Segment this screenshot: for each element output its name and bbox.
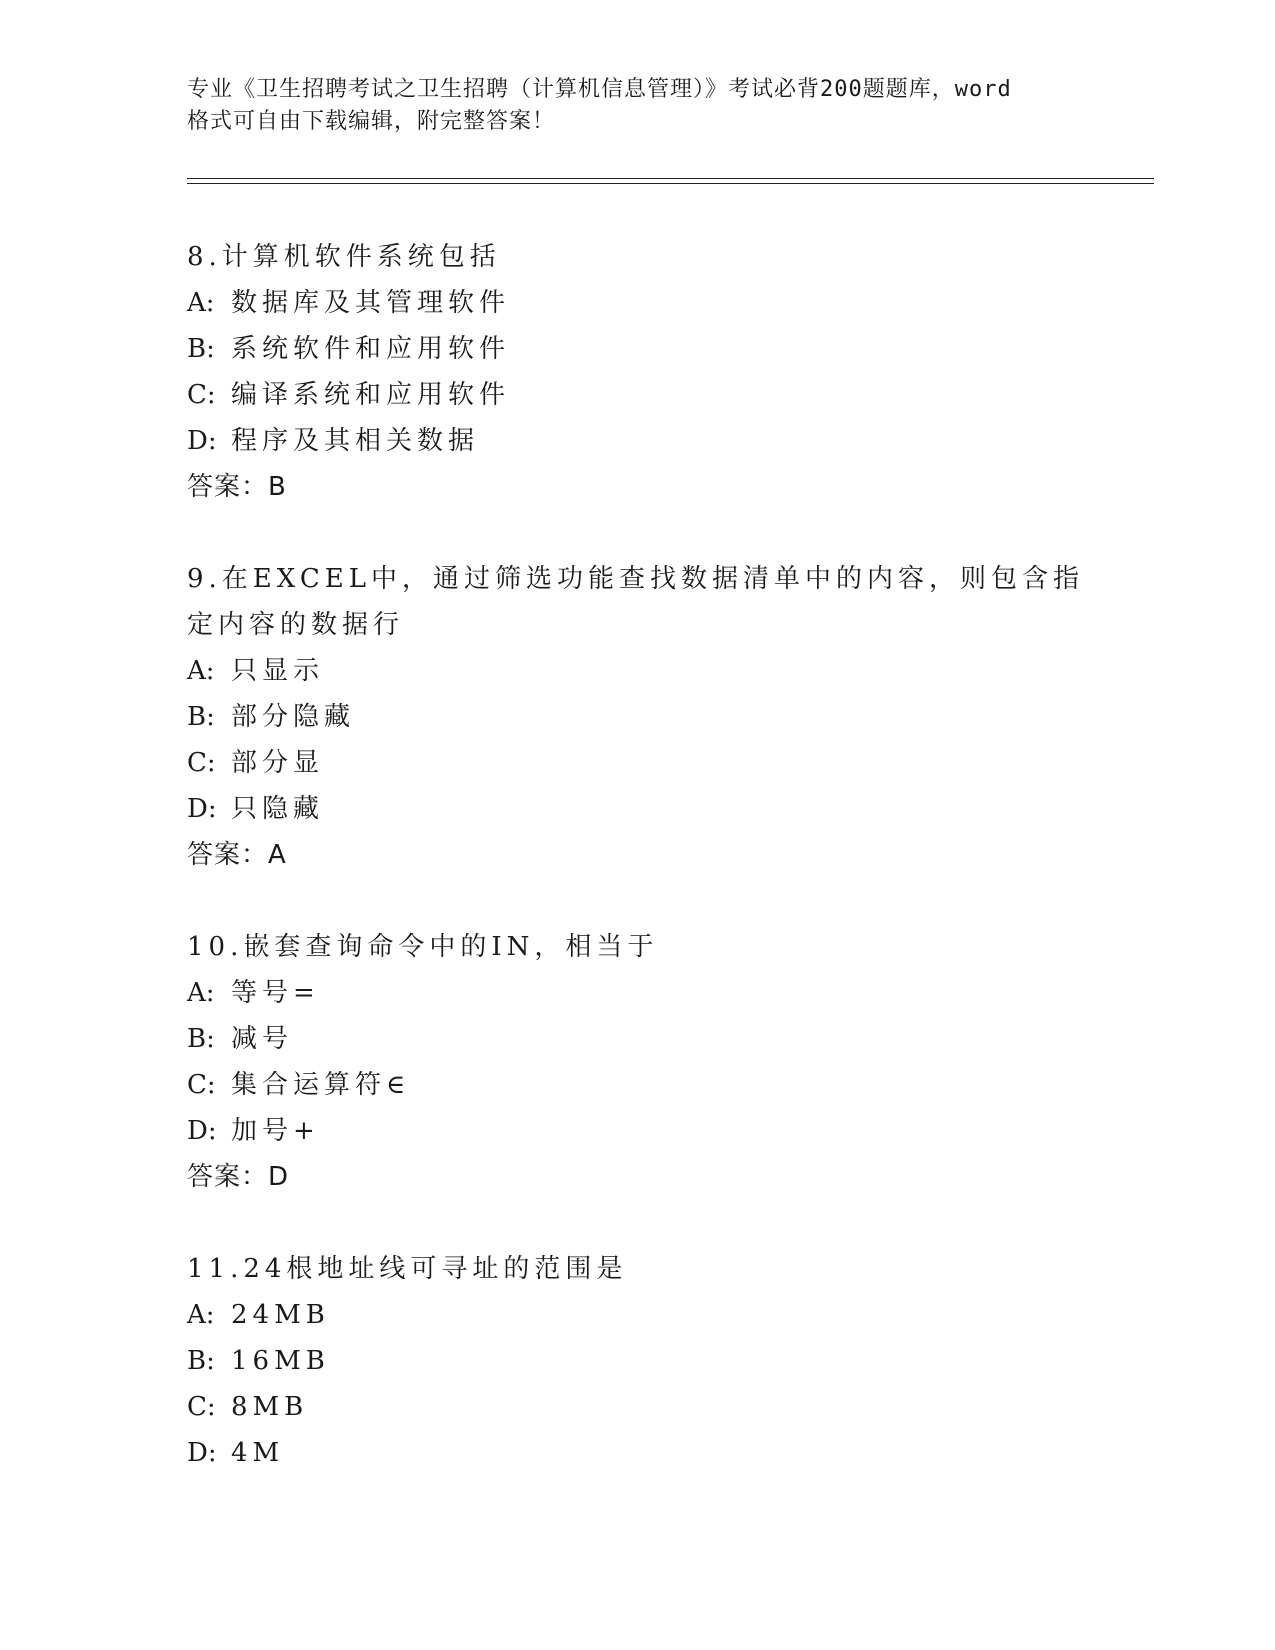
option-a xyxy=(187,970,1087,1016)
option-text: 4M xyxy=(231,1438,285,1468)
option-text: 减号 xyxy=(231,1024,294,1054)
header-line-2: 格式可自由下载编辑，附完整答案！ xyxy=(187,109,556,134)
option-a xyxy=(187,648,1087,694)
question-11 xyxy=(187,1246,1087,1476)
option-c xyxy=(187,740,1087,786)
option-text: 加号+ xyxy=(231,1116,320,1146)
option-key: A: xyxy=(187,978,215,1008)
option-text: 部分隐藏 xyxy=(231,702,356,732)
option-d xyxy=(187,786,1087,832)
question-stem: 8.计算机软件系统包括 xyxy=(187,242,501,272)
question-10 xyxy=(187,924,1087,1200)
question-list xyxy=(187,234,1087,1522)
option-text: 系统软件和应用软件 xyxy=(231,334,511,364)
option-a xyxy=(187,280,1087,326)
option-key: C: xyxy=(187,1392,216,1422)
question-stem: 10.嵌套查询命令中的IN，相当于 xyxy=(187,932,659,962)
option-key: A: xyxy=(187,288,215,318)
option-key: B: xyxy=(187,702,215,732)
header-divider xyxy=(187,178,1154,184)
option-b xyxy=(187,1016,1087,1062)
option-text: 16MB xyxy=(231,1346,330,1376)
option-b xyxy=(187,694,1087,740)
option-key: D: xyxy=(187,1438,217,1468)
option-key: B: xyxy=(187,334,215,364)
option-key: C: xyxy=(187,1070,216,1100)
question-9 xyxy=(187,556,1087,878)
option-key: B: xyxy=(187,1024,215,1054)
option-text: 只显示 xyxy=(231,656,325,686)
document-header xyxy=(187,74,1087,138)
option-key: D: xyxy=(187,794,217,824)
question-stem: 11.24根地址线可寻址的范围是 xyxy=(187,1254,628,1284)
option-c xyxy=(187,1384,1087,1430)
option-key: A: xyxy=(187,1300,215,1330)
option-d xyxy=(187,418,1087,464)
option-text: 等号= xyxy=(231,978,320,1008)
option-key: D: xyxy=(187,426,217,456)
header-line-1: 专业《卫生招聘考试之卫生招聘（计算机信息管理）》考试必背200题题库，word xyxy=(187,77,1012,102)
option-key: A: xyxy=(187,656,215,686)
option-c xyxy=(187,1062,1087,1108)
option-d xyxy=(187,1108,1087,1154)
option-text: 数据库及其管理软件 xyxy=(231,288,511,318)
option-text: 8MB xyxy=(231,1392,309,1422)
answer-line: 答案：A xyxy=(187,840,287,870)
answer-line: 答案：B xyxy=(187,472,287,502)
answer-line: 答案：D xyxy=(187,1162,290,1192)
option-a xyxy=(187,1292,1087,1338)
option-key: D: xyxy=(187,1116,217,1146)
option-key: C: xyxy=(187,748,216,778)
option-text: 程序及其相关数据 xyxy=(231,426,480,456)
option-text: 部分显 xyxy=(231,748,325,778)
option-key: C: xyxy=(187,380,216,410)
option-text: 编译系统和应用软件 xyxy=(231,380,511,410)
question-8 xyxy=(187,234,1087,510)
option-d xyxy=(187,1430,1087,1476)
option-b xyxy=(187,1338,1087,1384)
option-text: 24MB xyxy=(231,1300,330,1330)
question-stem: 9.在EXCEL中，通过筛选功能查找数据清单中的内容，则包含指定内容的数据行 xyxy=(187,564,1084,640)
option-c xyxy=(187,372,1087,418)
option-text: 集合运算符∈ xyxy=(231,1070,411,1100)
option-text: 只隐藏 xyxy=(231,794,325,824)
option-b xyxy=(187,326,1087,372)
option-key: B: xyxy=(187,1346,215,1376)
